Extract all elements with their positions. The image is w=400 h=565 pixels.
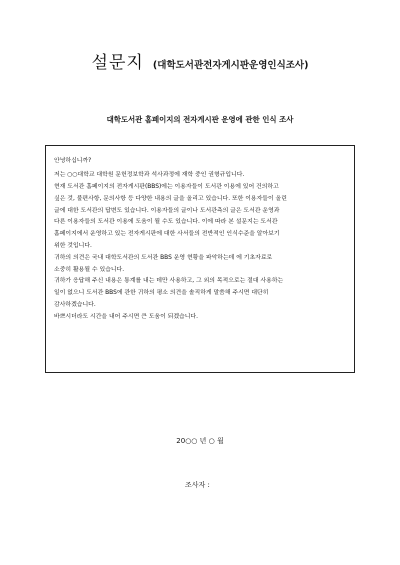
title-sub: (대학도서관전자게시판운영인식조사): [152, 60, 309, 71]
letter-line: 싶은 것, 불편사항, 문의사항 등 다양한 내용의 글을 올리고 있습니다. 또한 이용자들이 올린: [54, 195, 287, 202]
letter-line: 저는 ○○대학교 대학원 문헌정보학과 석사과정에 재학 중인 권형규입니다.: [54, 172, 245, 179]
letter-line: 바쁘시더라도 시간을 내어 주시면 큰 도움이 되겠습니다.: [54, 313, 198, 320]
letter-line: 글에 대한 도서관의 답변도 있습니다. 이용자들의 글이나 도서관측의 글은 도서관 운영과: [54, 207, 280, 214]
survey-subtitle: 대학도서관 홈페이지의 전자게시판 운영에 관한 인식 조사: [106, 115, 294, 124]
letter-line: 귀하가 응답해 주신 내용은 통계를 내는 데만 사용하고, 그 외의 목적으로는 절대 사용하는: [54, 278, 284, 285]
title-main: 설문지: [91, 53, 144, 73]
letter-line: 홈페이지에서 운영하고 있는 전자게시판에 대한 사서들의 전반적인 인식수준을 알아보기: [54, 231, 280, 238]
letter-line: 소중히 활용될 수 있습니다.: [54, 266, 125, 273]
letter-line: 다른 이용자들의 도서관 이용에 도움이 될 수도 있습니다. 이에 따라 본 설문지는 도서관: [54, 219, 278, 226]
letter-line: 현재 도서관 홈페이지의 전자게시판(BBS)에는 이용자들이 도서관 이용에 있어 건의하고: [54, 184, 279, 191]
letter-line: 위한 것입니다.: [54, 243, 92, 250]
document-title: [0, 48, 400, 73]
surveyor-label: 조사자 :: [185, 481, 210, 489]
letter-line: 감사하겠습니다.: [54, 302, 96, 309]
survey-date: 20○○ 년 ○ 월: [176, 437, 224, 445]
letter-line: 일이 없으니 도서관 BBS에 관한 귀하의 평소 의견을 솔직하게 말씀해 주시면 대단히: [54, 290, 269, 297]
intro-letter-box: [45, 145, 355, 373]
letter-greeting: 안녕하십니까?: [54, 158, 92, 164]
letter-line: 귀하의 의견은 국내 대학도서관의 도서관 BBS 운영 현황을 파악하는데 에 기초자료로: [54, 254, 273, 261]
